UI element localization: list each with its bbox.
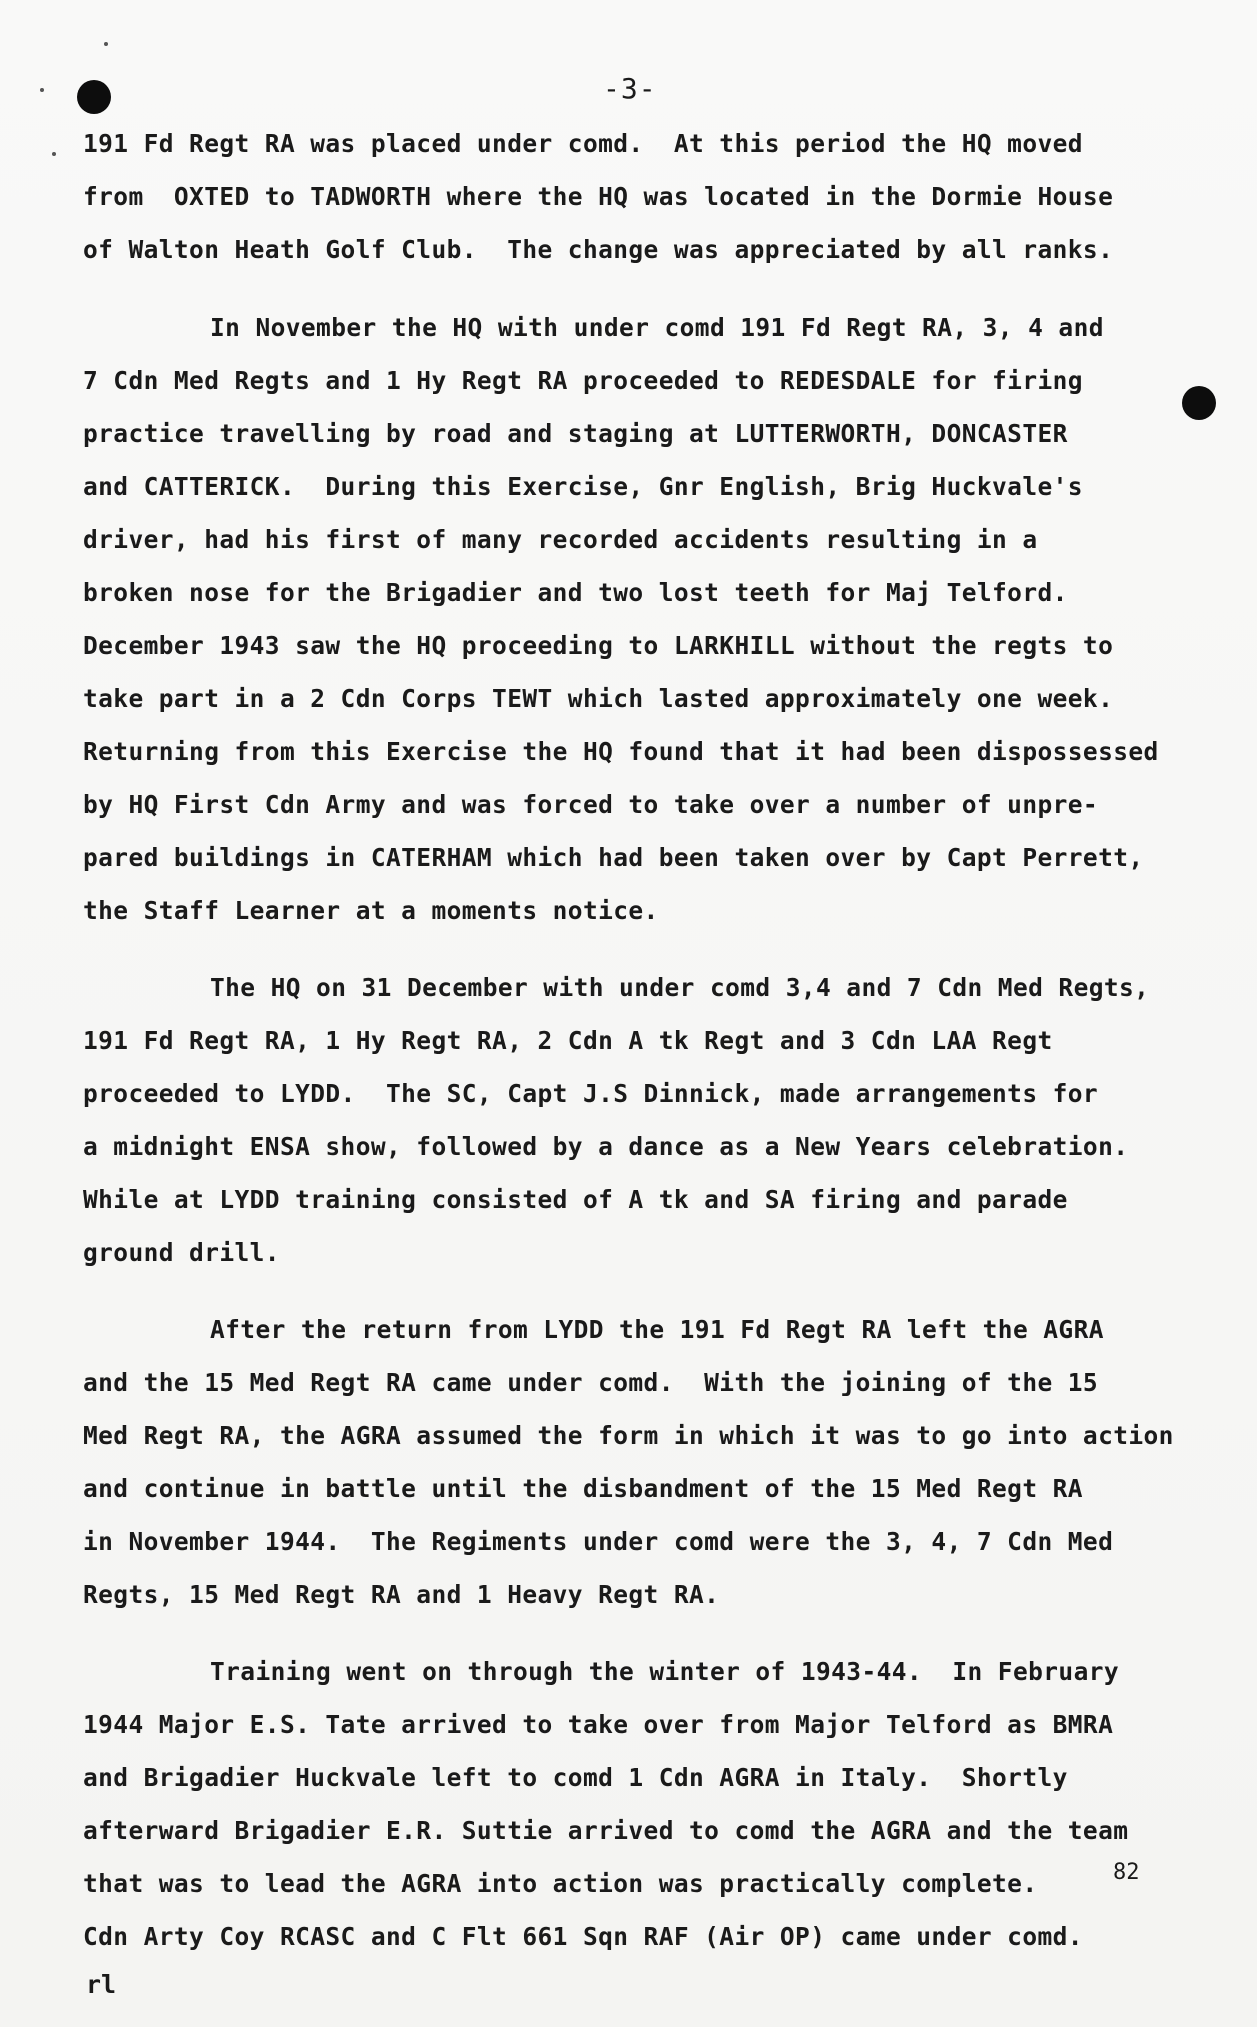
text-line: and continue in battle until the disbandment of the 15 Med Regt RA [83,1474,1083,1503]
text-line: from OXTED to TADWORTH where the HQ was located in the Dormie House [83,182,1114,211]
text-line: While at LYDD training consisted of A tk and SA firing and parade [83,1185,1068,1214]
marginal-number: 82 [1113,1860,1140,1885]
punch-hole-top [77,80,111,114]
text-line: practice travelling by road and staging at LUTTERWORTH, DONCASTER [83,419,1068,448]
text-line: take part in a 2 Cdn Corps TEWT which lasted approximately one week. [83,684,1114,713]
text-line: 7 Cdn Med Regts and 1 Hy Regt RA proceeded to REDESDALE for firing [83,366,1083,395]
text-line: The HQ on 31 December with under comd 3,4 and 7 Cdn Med Regts, [210,973,1150,1002]
text-line: Cdn Arty Coy RCASC and C Flt 661 Sqn RAF (Air OP) came under comd. [83,1922,1083,1951]
text-line: in November 1944. The Regiments under comd were the 3, 4, 7 Cdn Med [83,1527,1114,1556]
paragraph-1 [83,117,1223,276]
text-line: driver, had his first of many recorded accidents resulting in a [83,525,1038,554]
paragraph-4 [83,1303,1223,1621]
text-line: and CATTERICK. During this Exercise, Gnr English, Brig Huckvale's [83,472,1083,501]
text-line: pared buildings in CATERHAM which had been taken over by Capt Perrett, [83,843,1144,872]
text-line: ground drill. [83,1238,280,1267]
text-line: December 1943 saw the HQ proceeding to LARKHILL without the regts to [83,631,1114,660]
text-line: a midnight ENSA show, followed by a dance as a New Years celebration. [83,1132,1129,1161]
typist-initials: rl [86,1970,117,1999]
text-line: Regts, 15 Med Regt RA and 1 Heavy Regt RA. [83,1580,720,1609]
text-line: 1944 Major E.S. Tate arrived to take over from Major Telford as BMRA [83,1710,1114,1739]
paragraph-3 [83,961,1223,1279]
text-line: 191 Fd Regt RA was placed under comd. At this period the HQ moved [83,129,1083,158]
text-line: and the 15 Med Regt RA came under comd. With the joining of the 15 [83,1368,1099,1397]
text-line: that was to lead the AGRA into action was practically complete. [83,1869,1038,1898]
text-line: the Staff Learner at a moments notice. [83,896,659,925]
paragraph-2 [83,301,1223,937]
text-line: Returning from this Exercise the HQ found that it had been dispossessed [83,737,1159,766]
text-line: Training went on through the winter of 1943-44. In February [210,1657,1120,1686]
text-line: by HQ First Cdn Army and was forced to take over a number of unpre- [83,790,1099,819]
text-line: 191 Fd Regt RA, 1 Hy Regt RA, 2 Cdn A tk Regt and 3 Cdn LAA Regt [83,1026,1053,1055]
paper-speck [52,152,56,156]
paragraph-5 [83,1645,1223,1963]
text-line: In November the HQ with under comd 191 Fd Regt RA, 3, 4 and [210,313,1104,342]
text-line: After the return from LYDD the 191 Fd Regt RA left the AGRA [210,1315,1104,1344]
text-line: of Walton Heath Golf Club. The change was appreciated by all ranks. [83,235,1114,264]
text-line: and Brigadier Huckvale left to comd 1 Cdn AGRA in Italy. Shortly [83,1763,1068,1792]
page-number: -3- [603,72,657,105]
paper-speck [104,42,108,46]
text-line: Med Regt RA, the AGRA assumed the form in which it was to go into action [83,1421,1174,1450]
text-line: proceeded to LYDD. The SC, Capt J.S Dinnick, made arrangements for [83,1079,1099,1108]
paper-speck [40,88,44,92]
text-line: afterward Brigadier E.R. Suttie arrived to comd the AGRA and the team [83,1816,1129,1845]
text-line: broken nose for the Brigadier and two lost teeth for Maj Telford. [83,578,1068,607]
